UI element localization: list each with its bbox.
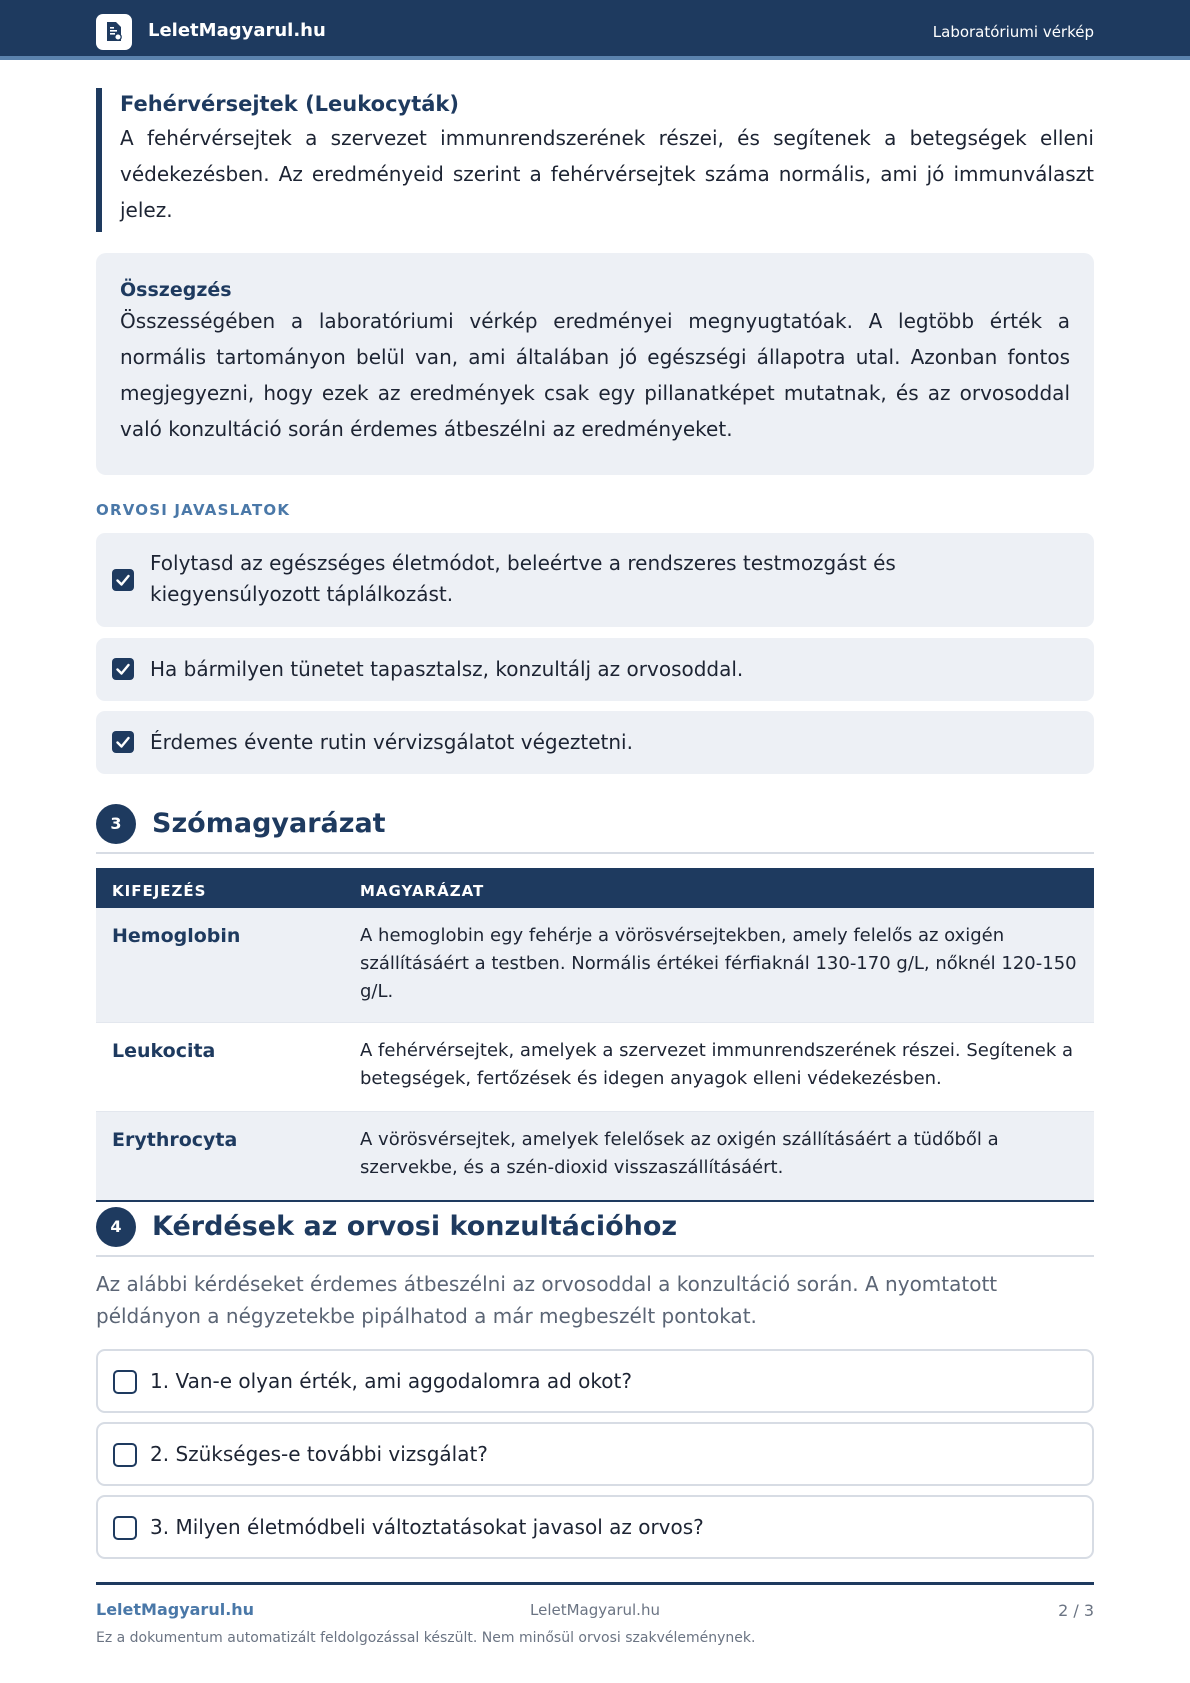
empty-checkbox-icon[interactable]: [113, 1370, 137, 1394]
recommendation-item: [96, 638, 1094, 701]
brand-name: LeletMagyarul.hu: [148, 20, 326, 41]
recommendation-text: Ha bármilyen tünetet tapasztalsz, konzultálj az orvosoddal.: [150, 657, 744, 681]
footer-divider: [96, 1582, 1094, 1585]
wbc-title: Fehérvérsejtek (Leukocyták): [120, 92, 459, 116]
section-title: Kérdések az orvosi konzultációhoz: [152, 1211, 678, 1242]
column-header-definition: MAGYARÁZAT: [344, 868, 1094, 908]
glossary-definition: A fehérvérsejtek, amelyek a szervezet immunrendszerének részei. Segítenek a betegségek, fertőzések és idegen anyagok elleni védekezésben.: [344, 1023, 1094, 1112]
table-row: [96, 1023, 1094, 1112]
summary-title: Összegzés: [120, 279, 232, 301]
section-number: 3: [96, 804, 136, 844]
question-item[interactable]: [96, 1349, 1094, 1413]
glossary-definition: A hemoglobin egy fehérje a vörösvérsejtekben, amely felelős az oxigén szállításáért a testben. Normális értékei férfiaknál 130-170 g/L, nőknél 120-150 g/L.: [344, 908, 1094, 1023]
glossary-definition: A vörösvérsejtek, amelyek felelősek az oxigén szállításáért a tüdőből a szervekbe, és a szén-dioxid visszaszállításáért.: [344, 1112, 1094, 1201]
table-header-row: [96, 868, 1094, 908]
checkmark-icon: [112, 731, 134, 753]
glossary-term: Hemoglobin: [96, 908, 344, 1023]
header-bar: [0, 0, 1190, 60]
document-type-label: Laboratóriumi vérkép: [932, 23, 1094, 41]
document-icon: [104, 21, 124, 43]
recommendation-item: [96, 533, 1094, 627]
questions-intro: Az alábbi kérdéseket érdemes átbeszélni az orvosoddal a konzultáció során. A nyomtatott példányon a négyzetekbe pipálhatod a már megbeszélt pontokat.: [96, 1272, 998, 1328]
wbc-section: [96, 88, 1094, 232]
logo: [96, 14, 132, 50]
page-number: 2 / 3: [1058, 1601, 1094, 1620]
glossary-table: [96, 868, 1094, 1202]
footer-disclaimer: Ez a dokumentum automatizált feldolgozással készült. Nem minősül orvosi szakvéleménynek.: [96, 1630, 756, 1646]
question-item[interactable]: [96, 1495, 1094, 1559]
glossary-term: Erythrocyta: [96, 1112, 344, 1201]
empty-checkbox-icon[interactable]: [113, 1516, 137, 1540]
empty-checkbox-icon[interactable]: [113, 1443, 137, 1467]
recommendation-text: Érdemes évente rutin vérvizsgálatot végeztetni.: [150, 730, 633, 754]
footer-center-text: LeletMagyarul.hu: [530, 1601, 660, 1619]
questions-section-header: [96, 1203, 1094, 1257]
recommendation-text: Folytasd az egészséges életmódot, beleértve a rendszeres testmozgást és kiegyensúlyozott táplálkozást.: [150, 551, 896, 606]
table-row: [96, 1112, 1094, 1201]
summary-panel: [96, 253, 1094, 475]
table-row: [96, 908, 1094, 1023]
checkmark-icon: [112, 658, 134, 680]
recommendation-item: [96, 711, 1094, 774]
summary-text: Összességében a laboratóriumi vérkép eredményei megnyugtatóak. A legtöbb érték a normális tartományon belül van, ami általában jó egészségi állapotra utal. Azonban fontos megjegyezni, hogy ezek az eredmények csak egy pillanatképet mutatnak, és az orvosoddal való konzultáció során érdemes átbeszélni az eredményeket.: [120, 309, 1070, 441]
footer-brand: LeletMagyarul.hu: [96, 1600, 255, 1619]
wbc-text: A fehérvérsejtek a szervezet immunrendszerének részei, és segítenek a betegségek elleni védekezésben. Az eredményeid szerint a fehérvérsejtek száma normális, ami jó immunválaszt jelez.: [120, 126, 1094, 222]
recommendations-label: ORVOSI JAVASLATOK: [96, 501, 291, 519]
glossary-term: Leukocita: [96, 1023, 344, 1112]
column-header-term: KIFEJEZÉS: [96, 868, 344, 908]
checkmark-icon: [112, 569, 134, 591]
section-title: Szómagyarázat: [152, 808, 386, 839]
glossary-section-header: [96, 800, 1094, 854]
question-text: 1. Van-e olyan érték, ami aggodalomra ad okot?: [150, 1369, 632, 1393]
question-text: 2. Szükséges-e további vizsgálat?: [150, 1442, 488, 1466]
section-number: 4: [96, 1207, 136, 1247]
question-item[interactable]: [96, 1422, 1094, 1486]
question-text: 3. Milyen életmódbeli változtatásokat javasol az orvos?: [150, 1515, 704, 1539]
